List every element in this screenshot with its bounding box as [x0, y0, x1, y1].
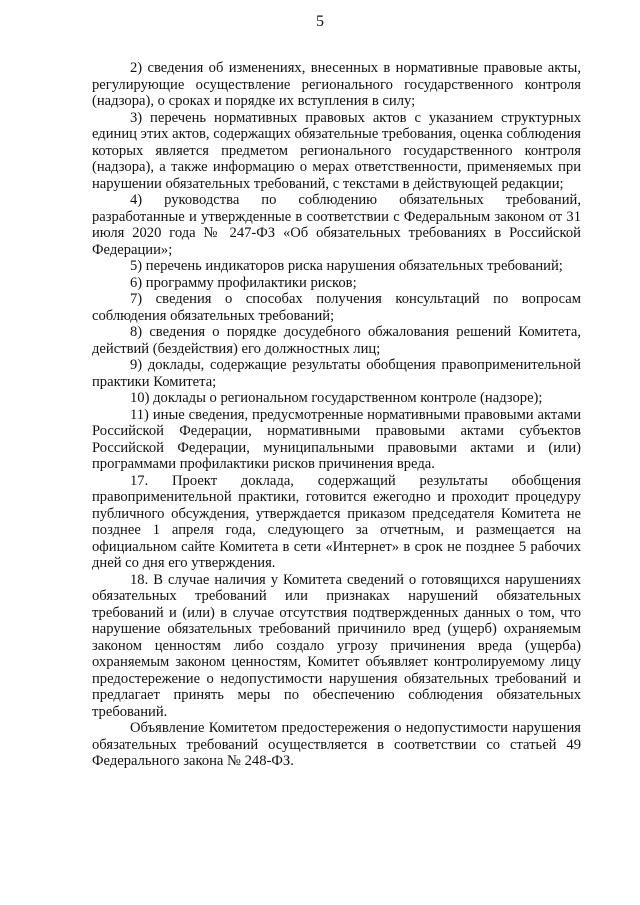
document-body	[92, 60, 581, 770]
paragraph-warning-announcement: Объявление Комитетом предостережения о недопустимости нарушения обязательных требований осуществляется в соответствии со статьей 49 Федерального закона № 248-ФЗ.	[92, 720, 581, 769]
paragraph-item-10: 10) доклады о региональном государственном контроле (надзоре);	[130, 390, 543, 406]
paragraph-clause-18: 18. В случае наличия у Комитета сведений о готовящихся нарушениях обязательных требований или признаках нарушений обязательных требований и (или) в случае отсутствия подтвержденных данных о том, что нарушение обязательных требований причинило вред (ущерб) охраняемым законом ценностям либо создало угрозу причинения вреда (ущерба) охраняемым законом ценностям, Комитет объявляет контролируемому лицу предостережение о недопустимости нарушения обязательных требований и предлагает принять меры по обеспечению соблюдения обязательных требований.	[92, 571, 581, 720]
paragraph-clause-17: 17. Проект доклада, содержащий результаты обобщения правоприменительной практики, готовится ежегодно и проходит процедуру публичного обсуждения, утверждается приказом председателя Комитета не позднее 1 апреля года, следующего за отчетным, и размещается на официальном сайте Комитета в сети «Интернет» в срок не позднее 5 рабочих дней со дня его утверждения.	[92, 472, 581, 571]
paragraph-item-3: 3) перечень нормативных правовых актов с указанием структурных единиц этих актов, содержащих обязательные требования, оценка соблюдения которых является предметом регионального государственного контроля (надзора), а также информацию о мерах ответственности, применяемых при нарушении обязательных требований, с текстами в действующей редакции;	[92, 109, 581, 192]
paragraph-item-11: 11) иные сведения, предусмотренные нормативными правовыми актами Российской Федерации, нормативными правовыми актами субъектов Российской Федерации, муниципальными правовыми актами и (или) программами профилактики рисков причинения вреда.	[92, 406, 581, 472]
paragraph-item-7: 7) сведения о способах получения консультаций по вопросам соблюдения обязательных требований;	[92, 291, 581, 324]
page-number: 5	[316, 13, 324, 30]
paragraph-item-5: 5) перечень индикаторов риска нарушения обязательных требований;	[130, 258, 563, 274]
paragraph-item-6: 6) программу профилактики рисков;	[130, 274, 357, 291]
paragraph-item-4: 4) руководства по соблюдению обязательных требований, разработанные и утвержденные в соответствии с Федеральным законом от 31 июля 2020 года № 247-ФЗ «Об обязательных требованиях в Российской Федерации»;	[92, 192, 581, 258]
paragraph-item-2: 2) сведения об изменениях, внесенных в нормативные правовые акты, регулирующие осуществление регионального государственного контроля (надзора), о сроках и порядке их вступления в силу;	[92, 60, 581, 109]
paragraph-item-8: 8) сведения о порядке досудебного обжалования решений Комитета, действий (бездействия) его должностных лиц;	[92, 324, 581, 357]
paragraph-item-9: 9) доклады, содержащие результаты обобщения правоприменительной практики Комитета;	[92, 357, 581, 390]
